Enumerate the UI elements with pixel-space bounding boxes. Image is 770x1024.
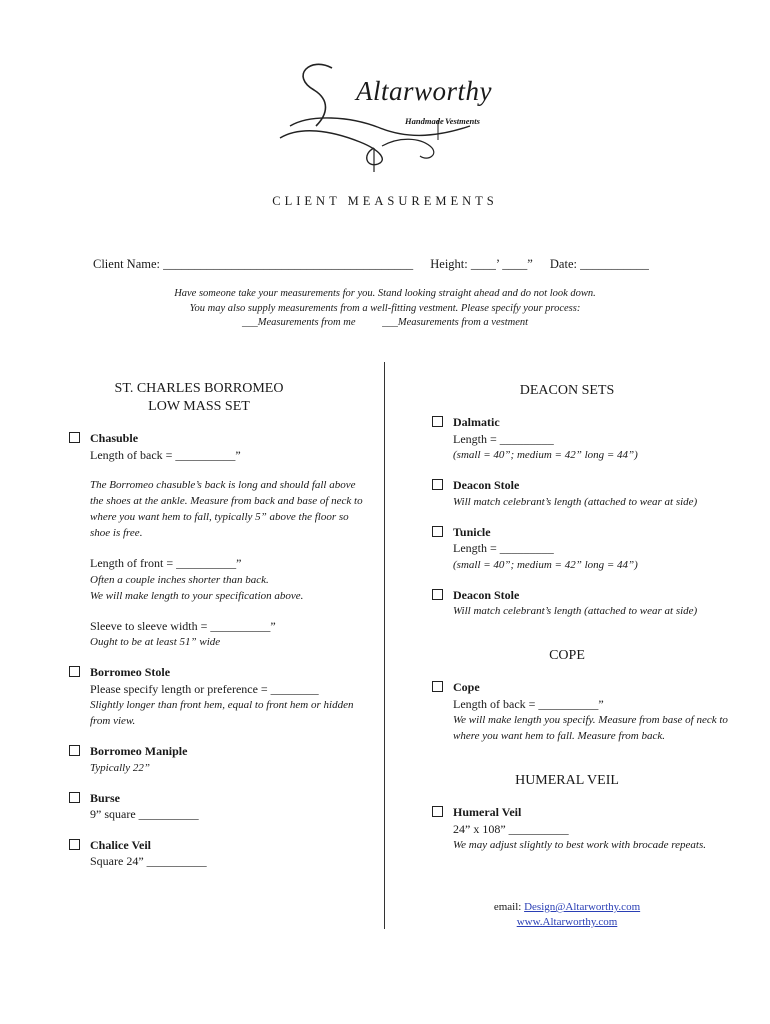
cope-back-length-field[interactable]: Length of back = __________” xyxy=(453,696,604,711)
chalice-veil-item xyxy=(69,837,369,870)
instructions xyxy=(0,287,770,331)
contact-footer xyxy=(432,900,702,930)
column-divider xyxy=(384,362,385,929)
dalmatic-checkbox[interactable] xyxy=(432,416,443,427)
email-label: email: xyxy=(493,901,522,913)
burse-item xyxy=(69,790,369,823)
chasuble-checkbox[interactable] xyxy=(69,432,80,443)
deacon-stole-note-2: Will match celebrant’s length (attached to wear at side) xyxy=(453,605,698,617)
dalmatic-length-field[interactable]: Length = _________ xyxy=(453,431,554,446)
chalice-veil-size-field[interactable]: Square 24” __________ xyxy=(90,854,207,868)
borromeo-maniple-checkbox[interactable] xyxy=(69,745,80,756)
humeral-veil-checkbox[interactable] xyxy=(432,806,443,817)
tunicle-length-field[interactable]: Length = _________ xyxy=(453,541,554,555)
humeral-veil-note: We may adjust slightly to best work with brocade repeats. xyxy=(453,839,706,851)
section-heading-cope: COPE xyxy=(549,648,585,663)
client-info-line xyxy=(93,257,649,272)
borromeo-maniple-title: Borromeo Maniple xyxy=(90,744,188,758)
dalmatic-note: (small = 40”; medium = 42” long = 44”) xyxy=(453,449,638,461)
humeral-veil-item xyxy=(432,804,732,853)
borromeo-stole-title: Borromeo Stole xyxy=(90,665,171,679)
logo-tagline-handmade: Handmade xyxy=(405,116,444,126)
section-heading-humeral-veil: HUMERAL VEIL xyxy=(515,773,619,788)
website-link[interactable]: www.Altarworthy.com xyxy=(516,916,618,928)
chasuble-front-length-field[interactable]: Length of front = __________” xyxy=(90,556,242,570)
deacon-stole-checkbox-2[interactable] xyxy=(432,589,443,600)
deacon-cope-veil-column xyxy=(432,382,732,853)
cope-checkbox[interactable] xyxy=(432,681,443,692)
borromeo-maniple-item xyxy=(69,743,369,776)
logo-tagline-vestments: Vestments xyxy=(445,116,480,126)
chasuble-sleeve-width-field[interactable]: Sleeve to sleeve width = __________” xyxy=(90,618,276,633)
chalice-veil-checkbox[interactable] xyxy=(69,839,80,850)
altarworthy-logo xyxy=(270,56,510,176)
cope-note: We will make length you specify. Measure from base of neck to where you want hem to fall. Measure from back. xyxy=(453,714,728,742)
borromeo-stole-item xyxy=(69,664,369,729)
chasuble-front-note-2: We will make length to your specification above. xyxy=(90,589,304,602)
cope-title: Cope xyxy=(453,680,480,694)
date-field[interactable]: Date: ___________ xyxy=(549,257,649,271)
deacon-stole-title-2: Deacon Stole xyxy=(453,587,520,602)
tunicle-item xyxy=(432,524,732,573)
chasuble-back-note: The Borromeo chasuble’s back is long and should fall above the shoes at the ankle. Measure from back and base of neck to where you want hem to fall, typically 5” above the floor so shoe is free. xyxy=(90,479,363,539)
instructions-line-2: You may also supply measurements from a well-fitting vestment. Please specify your process: xyxy=(189,302,581,314)
instructions-line-1: Have someone take your measurements for you. Stand looking straight ahead and do not look down. xyxy=(174,288,596,299)
chasuble-back-length-field[interactable]: Length of back = __________” xyxy=(90,447,241,462)
tunicle-title: Tunicle xyxy=(453,524,491,539)
chasuble-item xyxy=(69,430,369,650)
deacon-stole-checkbox-1[interactable] xyxy=(432,479,443,490)
borromeo-maniple-note: Typically 22” xyxy=(90,761,150,774)
borromeo-stole-length-field[interactable]: Please specify length or preference = ________ xyxy=(90,681,319,696)
deacon-stole-item-2 xyxy=(432,587,732,620)
dalmatic-item xyxy=(432,414,732,463)
dalmatic-title: Dalmatic xyxy=(453,415,500,429)
burse-title: Burse xyxy=(90,790,120,805)
burse-checkbox[interactable] xyxy=(69,792,80,803)
chasuble-title: Chasuble xyxy=(90,431,139,445)
borromeo-stole-checkbox[interactable] xyxy=(69,666,80,677)
burse-size-field[interactable]: 9” square __________ xyxy=(90,807,199,821)
chasuble-front-note-1: Often a couple inches shorter than back. xyxy=(90,573,269,586)
deacon-stole-note-1: Will match celebrant’s length (attached to wear at side) xyxy=(453,495,698,508)
section-heading-deacon-sets: DEACON SETS xyxy=(519,383,615,398)
tunicle-checkbox[interactable] xyxy=(432,526,443,537)
option-measurements-from-vestment[interactable]: ___Measurements from a vestment xyxy=(382,317,529,328)
cope-item xyxy=(432,679,732,744)
section-heading-borromeo: ST. CHARLES BORROMEO LOW MASS SET xyxy=(114,381,284,414)
borromeo-stole-note: Slightly longer than front hem, equal to front hem or hidden from view. xyxy=(90,699,354,727)
option-measurements-from-me[interactable]: ___Measurements from me xyxy=(241,317,356,328)
low-mass-set-column xyxy=(69,380,369,870)
humeral-veil-size-field[interactable]: 24” x 108” __________ xyxy=(453,821,569,836)
chasuble-sleeve-note: Ought to be at least 51” wide xyxy=(90,636,221,648)
tunicle-note: (small = 40”; medium = 42” long = 44”) xyxy=(453,558,638,571)
page-title: CLIENT MEASUREMENTS xyxy=(272,194,498,208)
deacon-stole-item-1 xyxy=(432,477,732,510)
email-link[interactable]: Design@Altarworthy.com xyxy=(524,901,641,913)
client-name-field[interactable]: Client Name: ________________________________________ xyxy=(93,257,414,271)
humeral-veil-title: Humeral Veil xyxy=(453,805,522,819)
height-field[interactable]: Height: ____’ ____” xyxy=(430,257,533,271)
chalice-veil-title: Chalice Veil xyxy=(90,837,152,852)
deacon-stole-title-1: Deacon Stole xyxy=(453,478,520,492)
logo-wordmark: Altarworthy xyxy=(356,76,493,106)
